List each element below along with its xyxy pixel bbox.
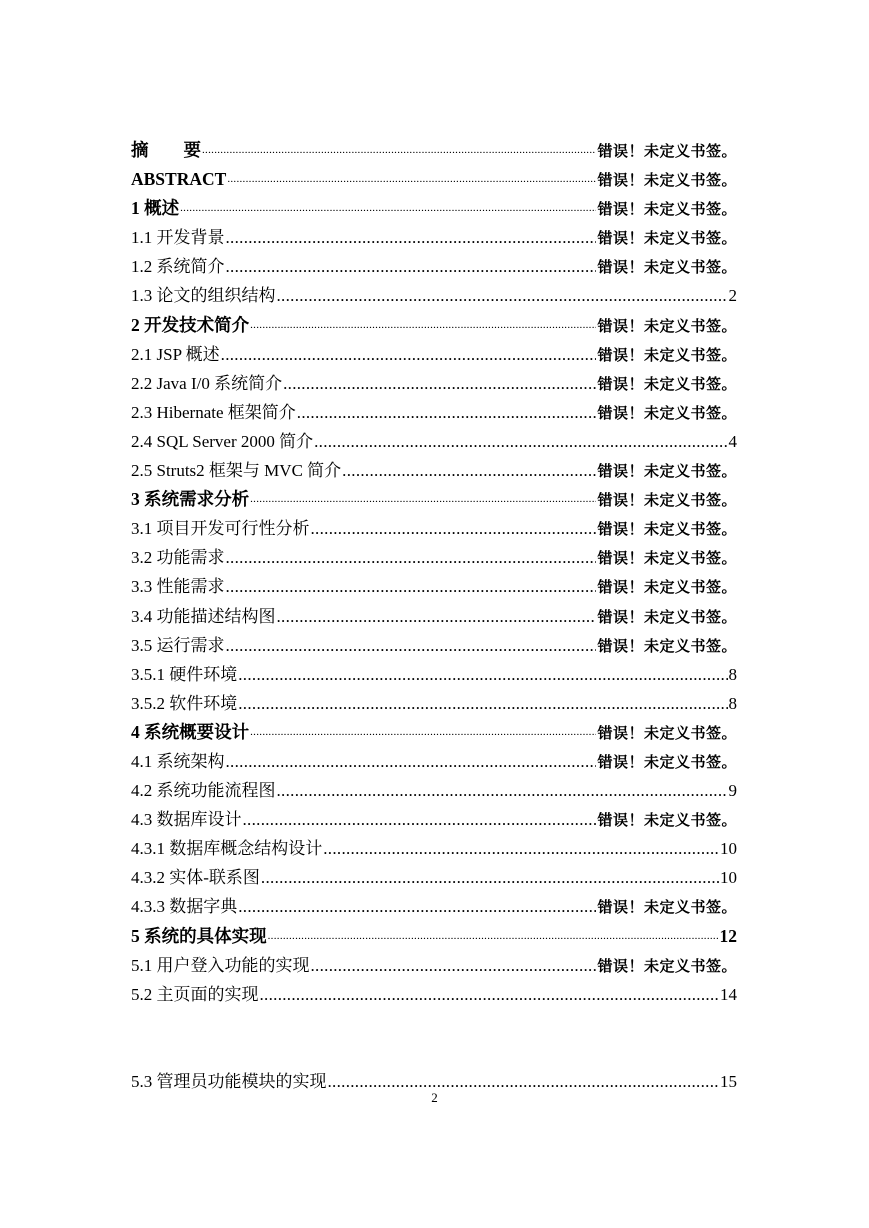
toc-entry-page: 错误！未定义书签。 [597, 258, 737, 277]
toc-entry-page: 错误！未定义书签。 [597, 462, 737, 481]
toc-entry[interactable] [131, 194, 737, 223]
toc-entry-label: 3.3 性能需求 [131, 577, 225, 597]
toc-leader-dots [283, 369, 596, 398]
toc-entry[interactable] [131, 543, 737, 572]
toc-entry[interactable] [131, 136, 737, 165]
toc-entry[interactable] [131, 834, 737, 863]
toc-entry-page: 错误！未定义书签。 [597, 549, 737, 568]
toc-entry[interactable] [131, 398, 737, 427]
toc-entry[interactable] [131, 340, 737, 369]
toc-entry-label: 4.3.3 数据字典 [131, 897, 238, 917]
toc-leader-dots [314, 427, 727, 456]
toc-entry[interactable] [131, 427, 737, 456]
toc-entry-label: 4.3.2 实体-联系图 [131, 868, 260, 888]
toc-leader-dots [297, 398, 597, 427]
toc-entry-label: 4 系统概要设计 [131, 721, 250, 742]
toc-leader-dots [250, 485, 596, 514]
toc-leader-dots [221, 340, 597, 369]
toc-entry[interactable] [131, 631, 737, 660]
toc-entry-page: 2 [728, 286, 737, 306]
toc-entry-label: 1.3 论文的组织结构 [131, 286, 276, 306]
toc-entry-page: 错误！未定义书签。 [597, 752, 737, 771]
toc-entry-page: 错误！未定义书签。 [597, 142, 737, 160]
toc-entry-label: 3.2 功能需求 [131, 548, 225, 568]
toc-entry-label: 1.2 系统简介 [131, 257, 225, 277]
toc-leader-dots [277, 776, 728, 805]
toc-entry-page: 8 [728, 664, 737, 684]
toc-leader-dots [226, 747, 597, 776]
toc-entry-label: 2.1 JSP 概述 [131, 344, 220, 364]
toc-entry-label: 3.5.1 硬件环境 [131, 664, 238, 684]
toc-entry-label: 2.2 Java I/0 系统简介 [131, 373, 283, 393]
toc-entry-page: 10 [720, 839, 737, 859]
toc-entry-page: 10 [720, 868, 737, 888]
toc-leader-dots [261, 863, 719, 892]
toc-leader-dots [260, 980, 720, 1009]
toc-leader-dots [226, 631, 597, 660]
toc-leader-dots [180, 194, 596, 223]
toc-leader-dots [323, 834, 719, 863]
toc-entry-label: 5 系统的具体实现 [131, 925, 267, 946]
toc-entry-page: 9 [728, 781, 737, 801]
toc-leader-dots [311, 514, 597, 543]
toc-entry-label: 5.3 管理员功能模块的实现 [131, 1071, 327, 1091]
toc-entry-label: 2.4 SQL Server 2000 简介 [131, 431, 314, 451]
toc-entry-label: 1.1 开发背景 [131, 228, 225, 248]
toc-leader-dots [311, 951, 597, 980]
toc-gap [131, 1009, 737, 1067]
page-number: 2 [431, 1090, 438, 1105]
toc-leader-dots [277, 281, 728, 310]
toc-entry[interactable] [131, 747, 737, 776]
toc-entry-page: 12 [719, 925, 737, 946]
toc-entry[interactable] [131, 572, 737, 601]
toc-leader-dots [238, 689, 727, 718]
toc-entry-page: 错误！未定义书签。 [597, 200, 737, 219]
toc-entry[interactable] [131, 602, 737, 631]
toc-entry-label: 4.1 系统架构 [131, 751, 225, 771]
toc-entry[interactable] [131, 369, 737, 398]
toc-entry[interactable] [131, 281, 737, 310]
toc-entry[interactable] [131, 922, 737, 951]
toc-entry-label: 1 概述 [131, 198, 180, 219]
toc-entry-page: 错误！未定义书签。 [597, 636, 737, 655]
toc-leader-dots [243, 805, 597, 834]
toc-entry-page: 错误！未定义书签。 [597, 316, 737, 335]
toc-entry[interactable] [131, 311, 737, 340]
toc-entry-label: 3.5.2 软件环境 [131, 693, 238, 713]
toc-entry[interactable] [131, 776, 737, 805]
toc-entry-page: 错误！未定义书签。 [597, 956, 737, 975]
toc-entry[interactable] [131, 223, 737, 252]
toc-entry-label: ABSTRACT [131, 169, 227, 190]
toc-leader-dots [342, 456, 596, 485]
toc-entry[interactable] [131, 951, 737, 980]
toc-entry[interactable] [131, 805, 737, 834]
toc-entry-label: 4.3 数据库设计 [131, 810, 242, 830]
toc-entry-label: 2 开发技术简介 [131, 314, 250, 335]
toc-entry-page: 错误！未定义书签。 [597, 578, 737, 597]
toc-entry-page: 错误！未定义书签。 [597, 811, 737, 830]
toc-entry-page: 错误！未定义书签。 [597, 345, 737, 364]
toc-entry[interactable] [131, 252, 737, 281]
toc-entry[interactable] [131, 165, 737, 194]
toc-entry[interactable] [131, 514, 737, 543]
toc-entry-page: 4 [728, 431, 737, 451]
toc-leader-dots [226, 572, 597, 601]
toc-leader-dots [226, 223, 597, 252]
toc-entry[interactable] [131, 718, 737, 747]
toc-entry[interactable] [131, 660, 737, 689]
toc-entry-label: 3.1 项目开发可行性分析 [131, 519, 310, 539]
toc-leader-dots [202, 136, 596, 165]
toc-entry[interactable] [131, 863, 737, 892]
table-of-contents [131, 136, 737, 1096]
toc-entry-label: 3 系统需求分析 [131, 489, 250, 510]
toc-entry-page: 错误！未定义书签。 [597, 607, 737, 626]
toc-leader-dots [226, 543, 597, 572]
toc-entry-label: 2.5 Struts2 框架与 MVC 简介 [131, 461, 342, 481]
toc-leader-dots [268, 922, 719, 951]
toc-entry-page: 8 [728, 693, 737, 713]
toc-leader-dots [277, 602, 597, 631]
toc-entry-label: 5.2 主页面的实现 [131, 984, 259, 1004]
toc-main-list [131, 136, 737, 1009]
toc-entry-page: 14 [720, 984, 737, 1004]
toc-entry-label: 5.1 用户登入功能的实现 [131, 955, 310, 975]
toc-entry-page: 错误！未定义书签。 [597, 723, 737, 742]
toc-entry-label: 4.2 系统功能流程图 [131, 781, 276, 801]
toc-entry[interactable] [131, 456, 737, 485]
toc-entry-page: 错误！未定义书签。 [597, 520, 737, 539]
toc-entry-page: 错误！未定义书签。 [597, 898, 737, 917]
toc-leader-dots [250, 311, 596, 340]
toc-entry[interactable] [131, 980, 737, 1009]
toc-entry-page: 错误！未定义书签。 [597, 229, 737, 248]
toc-entry-page: 错误！未定义书签。 [597, 403, 737, 422]
toc-leader-dots [250, 718, 596, 747]
toc-entry-page: 错误！未定义书签。 [597, 491, 737, 510]
toc-entry-page: 错误！未定义书签。 [597, 171, 737, 190]
toc-leader-dots [226, 252, 597, 281]
toc-leader-dots [238, 660, 727, 689]
toc-entry-label: 摘 要 [131, 140, 201, 160]
toc-entry[interactable] [131, 892, 737, 921]
toc-entry-label: 3.5 运行需求 [131, 635, 225, 655]
toc-entry-page: 错误！未定义书签。 [597, 374, 737, 393]
toc-leader-dots [238, 892, 596, 921]
toc-entry-label: 2.3 Hibernate 框架简介 [131, 402, 296, 422]
toc-entry-label: 4.3.1 数据库概念结构设计 [131, 839, 323, 859]
toc-entry-page: 15 [720, 1071, 737, 1091]
toc-leader-dots [227, 165, 596, 194]
toc-entry[interactable] [131, 485, 737, 514]
toc-entry-label: 3.4 功能描述结构图 [131, 606, 276, 626]
toc-entry[interactable] [131, 689, 737, 718]
